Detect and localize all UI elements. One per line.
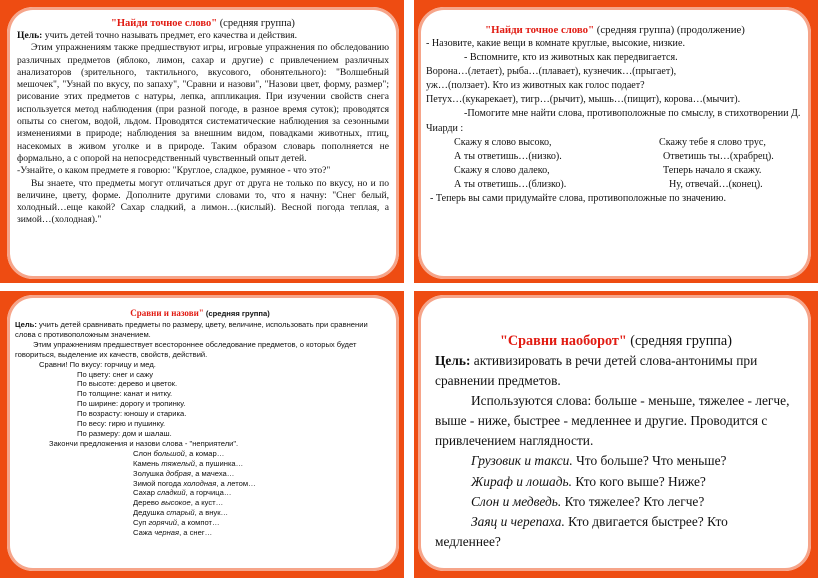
goal (435, 351, 797, 391)
compare-line: По весу: гирю и пушинку. (77, 419, 166, 429)
sentence-line: Слон большой, а комар… (133, 448, 225, 458)
sentence-line: Камень тяжелый, а пушинка… (133, 458, 244, 468)
card-content (426, 23, 804, 206)
sentence-line: Сахар сладкий, а горчица… (133, 488, 232, 498)
example-line: Слон и медведь. Кто тяжелее? Кто легче? (471, 493, 705, 509)
paragraph: Вы знаете, что предметы могут отличаться друг от друга не только по вкусу, но и по величине, цвету, форме. Дополните другими словами то, что я начну: "Снег белый, холодный…еще какой? Сахар сладкий, а лимон…(кислый). Весной погода теплая, а зимой…(холодная)." (17, 177, 389, 226)
goal-label: Цель: (15, 320, 37, 329)
card-title: "Сравни наоборот" (500, 333, 627, 349)
sentence-line: Суп горячий, а компот… (133, 518, 220, 528)
goal (17, 30, 389, 42)
card-compare-opposite (418, 295, 811, 571)
goal (15, 320, 385, 340)
poem-line: Скажу тебе я слово трус, (659, 136, 766, 148)
card-heading (435, 331, 797, 351)
text-line: - Теперь вы сами придумайте слова, противоположные по значению. (430, 193, 726, 205)
paragraph: -Узнайте, о каком предмете я говорю: "Круглое, сладкое, румяное - что это?" (17, 165, 331, 177)
poem-line: Теперь начало я скажу. (663, 164, 762, 176)
paragraph: Этим упражнениям также предшествуют игры, игровые упражнения по обследованию различных предметов (яблоко, лимон, сахар и другие) с привлечением различных анализаторов (зрительного, тактильного, вкусового, обонятельного): "Волшебный мешочек", "Узнай по вкусу, по запаху", "Сравни и назови", "Назови цвет, форму, размер"; рисование этих предметов с натуры, лепка, аппликация. При изучении свойств снега используется метод наблюдения (при разной погоде, в разное время суток); проводятся опыты со снегом, водой, льдом. Проводятся систематические наблюдения за сезонными изменениями в природе; наблюдения за внешним видом, повадками животных, птиц, насекомых в живом уголке и в природе. Таким образом словарь пополняется не формально, а с опорой на непосредственный чувственный опыт детей. (17, 42, 389, 164)
card-heading (17, 17, 389, 30)
card-content (15, 307, 385, 538)
goal-text: учить детей сравнивать предметы по размеру, цвету, величине, использовать при сравнении слова с противоположным значением. (15, 320, 368, 339)
poem-right-column (615, 136, 804, 192)
card-group: (средняя группа) (203, 309, 270, 318)
card-title: Сравни и назови" (130, 308, 204, 318)
sentence-line: Зимой погода холодная, а летом… (133, 478, 256, 488)
text-line: уж…(ползает). Кто из животных как голос подает? (426, 80, 645, 92)
card-compare-and-name (7, 295, 399, 571)
text-line: - Назовите, какие вещи в комнате круглые, высокие, низкие. (426, 38, 685, 49)
task-line: Закончи предложения и назови слова - "неприятели". (49, 438, 239, 448)
text-line: Петух…(кукарекает), тигр…(рычит), мышь…(пищит), корова…(мычит). (426, 94, 741, 106)
poem-line: Ответишь ты…(храбрец). (663, 150, 774, 162)
poem-line: А ты ответишь…(низко). (454, 150, 562, 162)
compare-line: По возрасту: юношу и старика. (77, 409, 187, 419)
compare-line: По ширине: дорогу и тропинку. (77, 399, 186, 409)
card-group: (средняя группа) (продолжение) (594, 24, 745, 36)
card-group: (средняя группа) (217, 18, 295, 29)
compare-line: По высоте: дерево и цветок. (77, 379, 178, 389)
compare-line: Сравни! По вкусу: горчицу и мед. (39, 359, 156, 369)
example-line: Жираф и лошадь. Кто кого выше? Ниже? (471, 473, 706, 489)
sentence-line: Дерево высокое, а куст… (133, 498, 224, 508)
card-content (17, 17, 389, 227)
compare-line: По толщине: канат и нитку. (77, 389, 173, 399)
text-line: Ворона…(летает), рыба…(плавает), кузнечик…(прыгает), (426, 66, 677, 78)
poem-left-column (426, 136, 615, 192)
paragraph: Этим упражнениям предшествует всестороннее обследование предметов, о которых будет говориться, выделение их качеств, свойств, действий. (15, 339, 357, 359)
poem (426, 136, 804, 192)
card-group: (средняя группа) (626, 333, 732, 349)
example-line: Грузовик и такси. Что больше? Что меньше? (471, 453, 727, 469)
sentence-line: Золушка добрая, а мачеха… (133, 468, 235, 478)
goal-text: учить детей точно называть предмет, его качества и действия. (42, 30, 298, 41)
poem-line: Ну, отвечай…(конец). (669, 178, 763, 190)
sentence-line: Дедушка старый, а внук… (133, 508, 229, 518)
card-title: "Найди точное слово" (485, 24, 595, 36)
card-find-exact-word-continued (418, 7, 811, 279)
goal-label: Цель: (435, 353, 471, 368)
card-title: "Найди точное слово" (111, 18, 218, 29)
card-content (435, 331, 797, 552)
paragraph: Используются слова: больше - меньше, тяжелее - легче, выше - ниже, быстрее - медленнее и другие. Проводится с привлечением наглядности. (435, 393, 790, 449)
text-line: -Помогите мне найти слова, противоположные по смыслу, в стихотворении Д. Чиарди : (426, 108, 801, 134)
card-find-exact-word (7, 7, 399, 279)
goal-label: Цель: (17, 30, 43, 41)
card-heading (426, 23, 804, 37)
sentence-line: Сажа черная, а снег… (133, 528, 213, 538)
poem-line: А ты ответишь…(близко). (454, 178, 567, 190)
horizontal-divider (0, 283, 818, 291)
compare-line: По размеру: дом и шалаш. (77, 428, 172, 438)
card-heading (15, 307, 385, 320)
example-line: Заяц и черепаха. Кто двигается быстрее? Кто медленнее? (435, 513, 728, 549)
compare-line: По цвету: снег и сажу (77, 369, 154, 379)
goal-text: активизировать в речи детей слова-антонимы при сравнении предметов. (435, 353, 758, 389)
text-line: - Вспомните, кто из животных как передвигается. (464, 52, 678, 64)
poem-line: Скажу я слово высоко, (454, 136, 552, 148)
poem-line: Скажу я слово далеко, (454, 164, 550, 176)
